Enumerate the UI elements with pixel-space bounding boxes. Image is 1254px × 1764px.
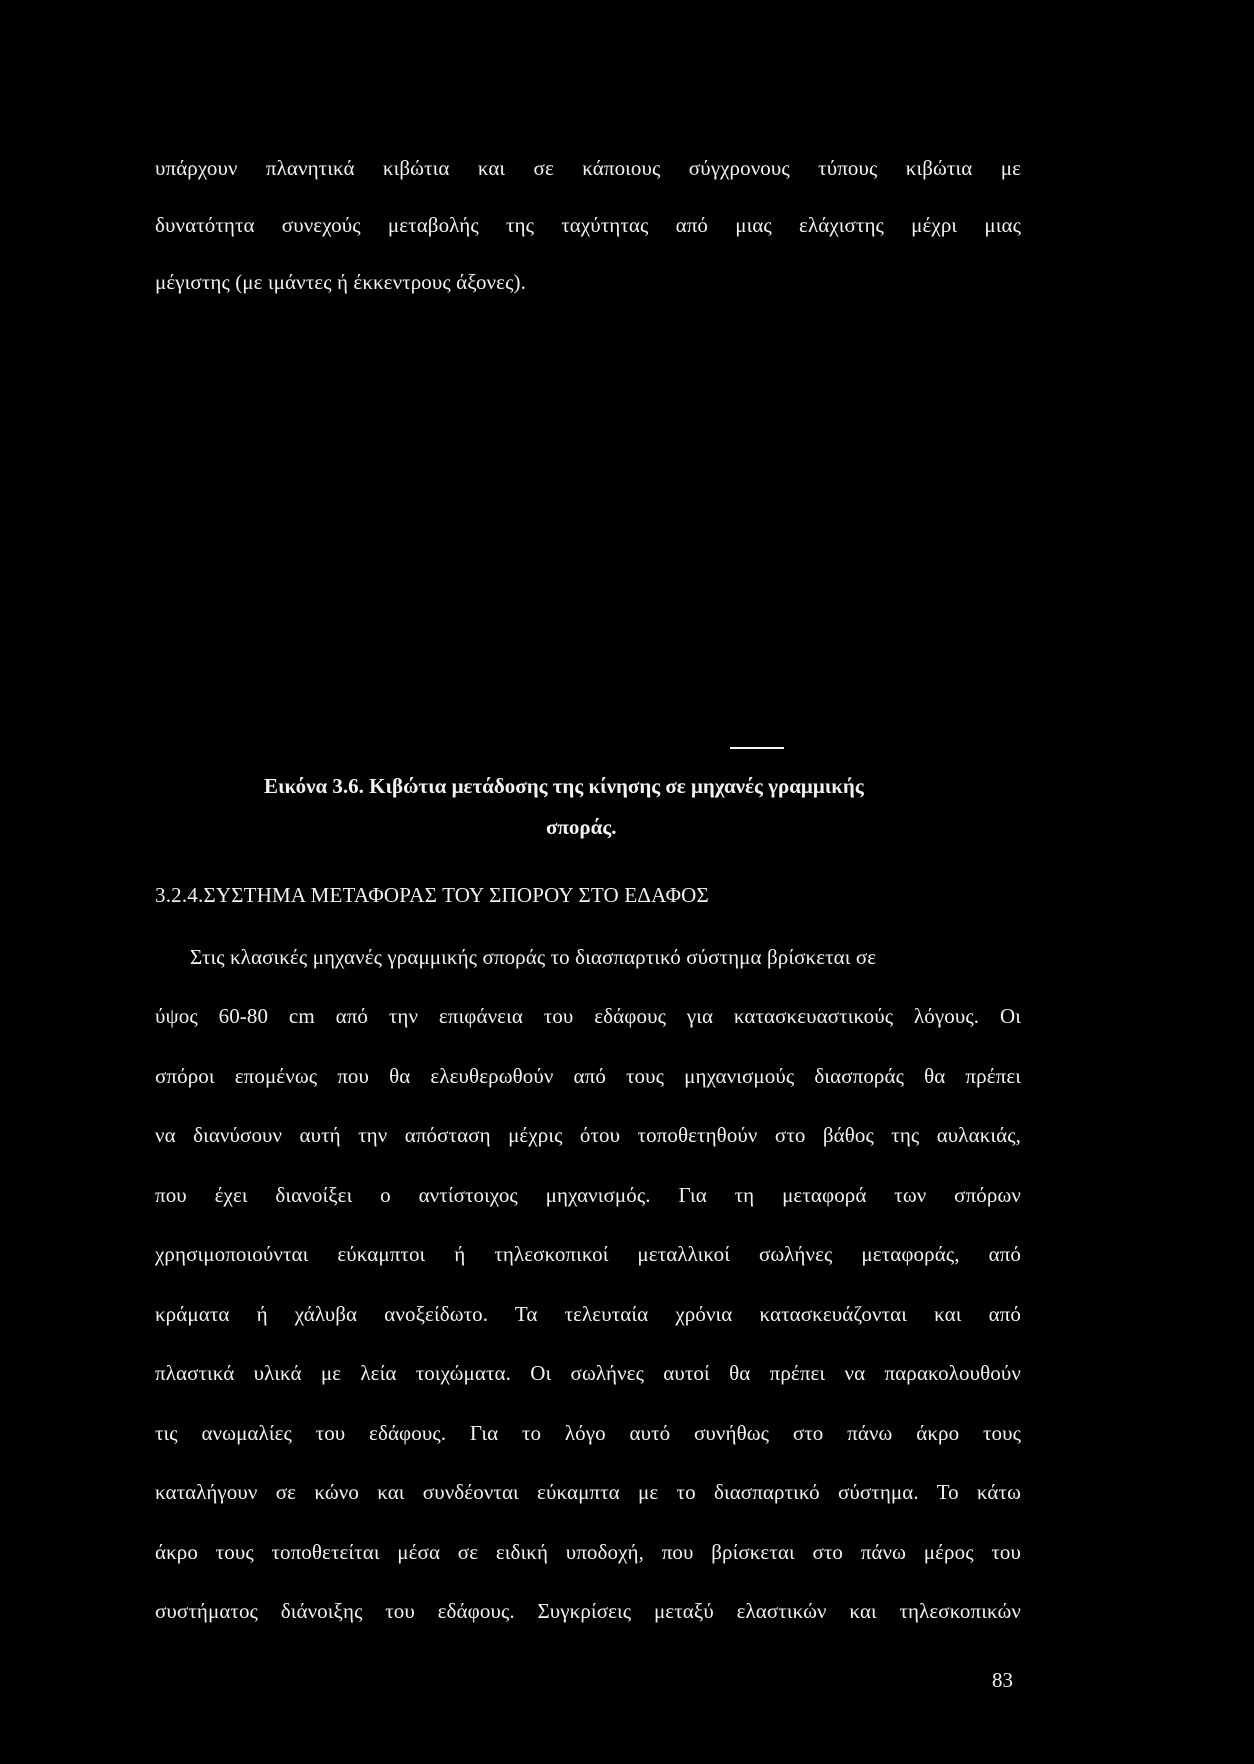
body-line-10: καταλήγουν σε κώνο και συνδέονται εύκαμπτα με το διασπαρτικό σύστημα. Το κάτω <box>155 1480 1021 1504</box>
body-line-11: άκρο τους τοποθετείται μέσα σε ειδική υποδοχή, που βρίσκεται στο πάνω μέρος του <box>155 1540 1021 1564</box>
body-line-4: να διανύσουν αυτή την απόσταση μέχρις ότου τοποθετηθούν στο βάθος της αυλακιάς, <box>155 1123 1021 1147</box>
figure-caption-line-2: σποράς. <box>546 815 617 839</box>
body-line-7: κράματα ή χάλυβα ανοξείδωτο. Τα τελευταία χρόνια κατασκευάζονται και από <box>155 1302 1021 1326</box>
intro-line-1: υπάρχουν πλανητικά κιβώτια και σε κάποιους σύγχρονους τύπους κιβώτια με <box>155 156 1021 180</box>
body-line-2: ύψος 60-80 cm από την επιφάνεια του εδάφους για κατασκευαστικούς λόγους. Οι <box>155 1004 1021 1028</box>
body-line-5: που έχει διανοίξει ο αντίστοιχος μηχανισμός. Για τη μεταφορά των σπόρων <box>155 1183 1021 1207</box>
body-line-9: τις ανωμαλίες του εδάφους. Για το λόγο αυτό συνήθως στο πάνω άκρο τους <box>155 1421 1021 1445</box>
figure-remnant-line <box>730 747 784 749</box>
page-number: 83 <box>992 1668 1013 1692</box>
body-line-8: πλαστικά υλικά με λεία τοιχώματα. Οι σωλήνες αυτοί θα πρέπει να παρακολουθούν <box>155 1361 1021 1385</box>
body-line-3: σπόροι επομένως που θα ελευθερωθούν από τους μηχανισμούς διασποράς θα πρέπει <box>155 1064 1021 1088</box>
intro-line-2: δυνατότητα συνεχούς μεταβολής της ταχύτητας από μιας ελάχιστης μέχρι μιας <box>155 213 1021 237</box>
body-line-6: χρησιμοποιούνται εύκαμπτοι ή τηλεσκοπικοί μεταλλικοί σωλήνες μεταφοράς, από <box>155 1242 1021 1266</box>
intro-line-3: μέγιστης (με ιμάντες ή έκκεντρους άξονες). <box>155 270 526 294</box>
body-line-12: συστήματος διάνοιξης του εδάφους. Συγκρίσεις μεταξύ ελαστικών και τηλεσκοπικών <box>155 1599 1021 1623</box>
figure-caption-line-1: Εικόνα 3.6. Κιβώτια μετάδοσης της κίνησης σε μηχανές γραμμικής <box>264 774 864 798</box>
section-heading: 3.2.4.ΣΥΣΤΗΜΑ ΜΕΤΑΦΟΡΑΣ ΤΟΥ ΣΠΟΡΟΥ ΣΤΟ ΕΔΑΦΟΣ <box>155 883 709 907</box>
body-line-1: Στις κλασικές μηχανές γραμμικής σποράς το διασπαρτικό σύστημα βρίσκεται σε <box>190 945 877 969</box>
